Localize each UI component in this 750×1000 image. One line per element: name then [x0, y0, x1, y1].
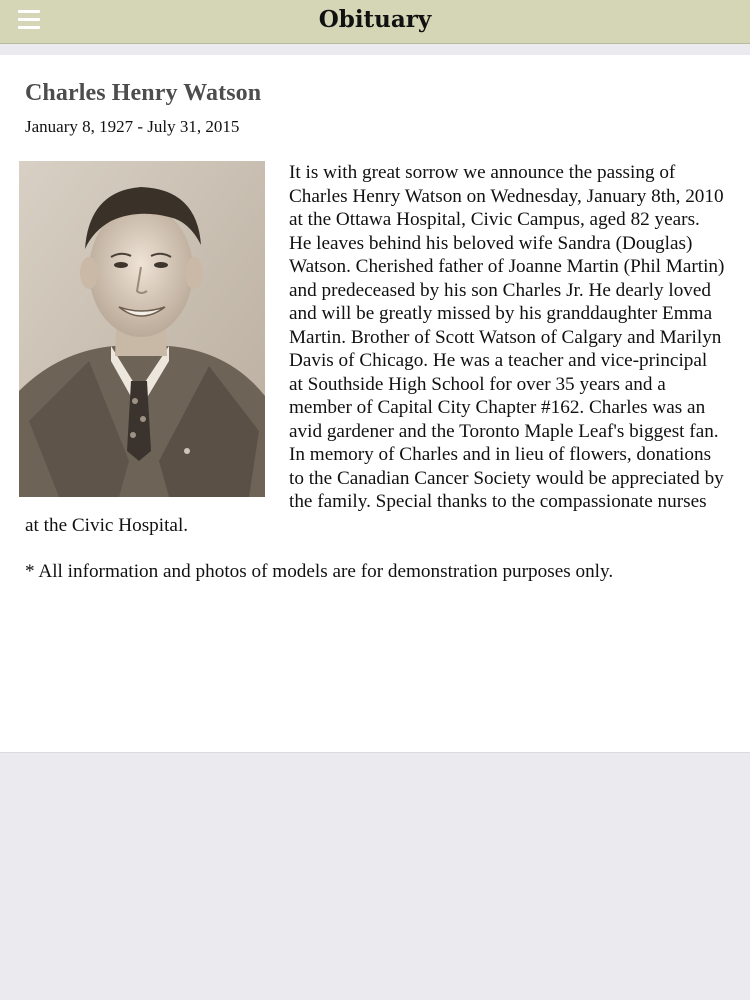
obituary-content	[0, 55, 750, 752]
obituary-body: It is with great sorrow we announce the passing of Charles Henry Watson on Wednesday, January 8th, 2010 at the Ottawa Hospital, Civic Campus, aged 82 years. He leaves behind his beloved wife Sandra (Douglas) Watson. Cherished father of Joanne Martin (Phil Martin) and predeceased by his son Charles Jr. He dearly loved and will be greatly missed by his granddaughter Emma Martin. Brother of Scott Watson of Calgary and Marilyn Davis of Chicago. He was a teacher and vice-principal at Southside High School for over 35 years and a member of Capital City Chapter #162. Charles was an avid gardener and the Toronto Maple Leaf's biggest fan. In memory of Charles and in lieu of flowers, donations to the Canadian Cancer Society would be appreciated by the family. Special thanks to the compassionate nurses at the Civic Hospital.	[25, 162, 725, 536]
page-title: Obituary	[318, 6, 432, 33]
portrait-photo	[19, 161, 265, 497]
top-bar	[0, 0, 750, 44]
header-gap	[0, 44, 750, 55]
empty-footer-area	[0, 752, 750, 1000]
life-dates: January 8, 1927 - July 31, 2015	[25, 117, 240, 136]
deceased-name: Charles Henry Watson	[25, 80, 262, 106]
obituary-text-block	[25, 161, 725, 584]
demo-disclaimer: * All information and photos of models are for demonstration purposes only.	[25, 561, 614, 582]
